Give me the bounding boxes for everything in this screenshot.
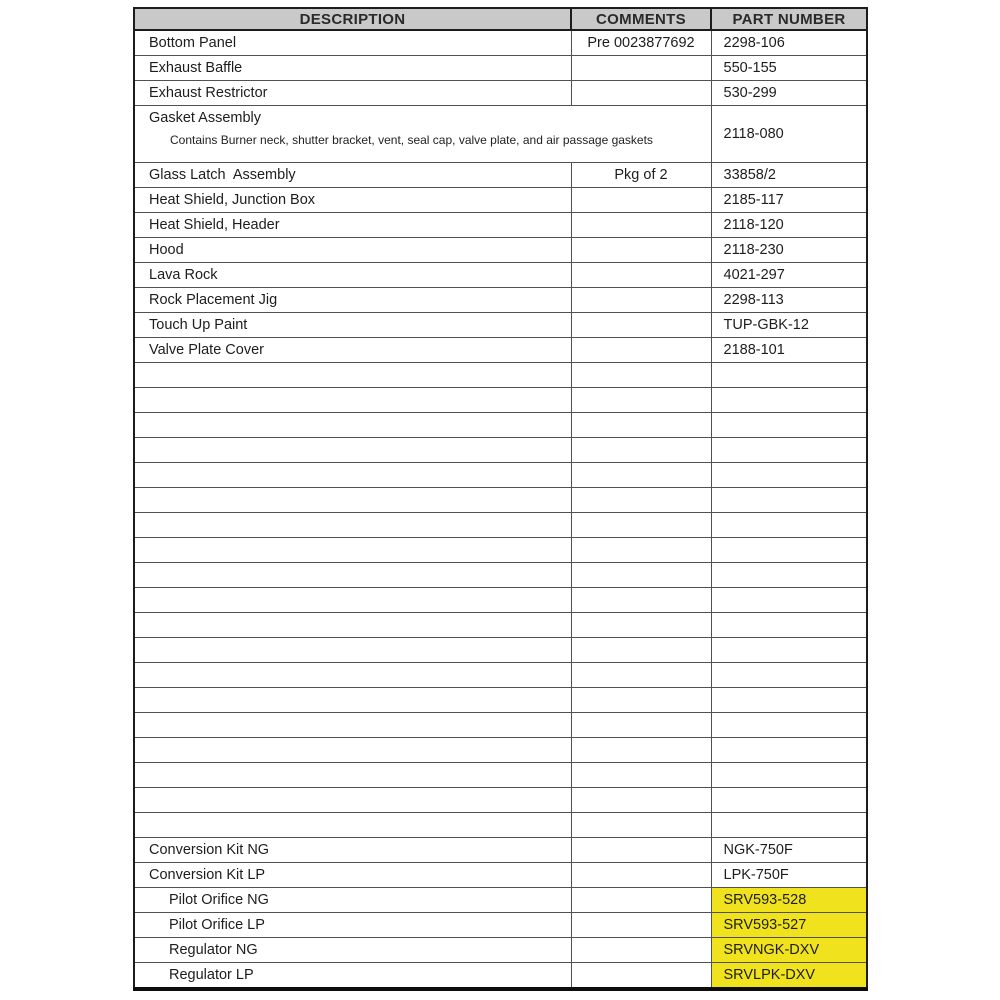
cell-description: Exhaust Restrictor (134, 81, 571, 106)
cell-part-number: NGK-750F (711, 838, 867, 863)
cell-description: Heat Shield, Header (134, 213, 571, 238)
cell-comments (571, 663, 711, 688)
cell-description: Regulator LP (134, 963, 571, 990)
empty-row (134, 613, 867, 638)
cell-part-number (711, 588, 867, 613)
cell-description: Conversion Kit LP (134, 863, 571, 888)
empty-row (134, 588, 867, 613)
table-row (134, 288, 867, 313)
table-row (134, 838, 867, 863)
table-row (134, 863, 867, 888)
table-row (134, 263, 867, 288)
cell-part-number (711, 813, 867, 838)
cell-comments: Pkg of 2 (571, 163, 711, 188)
cell-description (134, 588, 571, 613)
cell-comments (571, 413, 711, 438)
cell-part-number (711, 463, 867, 488)
empty-row (134, 788, 867, 813)
cell-comments (571, 188, 711, 213)
cell-comments (571, 363, 711, 388)
empty-row (134, 688, 867, 713)
table-row (134, 188, 867, 213)
cell-description (134, 563, 571, 588)
cell-part-number: 2298-106 (711, 30, 867, 56)
cell-part-number: 33858/2 (711, 163, 867, 188)
cell-description (134, 738, 571, 763)
cell-comments (571, 388, 711, 413)
cell-description (134, 106, 711, 163)
cell-part-number: 550-155 (711, 56, 867, 81)
table-row (134, 938, 867, 963)
cell-comments (571, 913, 711, 938)
empty-row (134, 488, 867, 513)
cell-description: Pilot Orifice NG (134, 888, 571, 913)
cell-description: Touch Up Paint (134, 313, 571, 338)
cell-comments (571, 738, 711, 763)
cell-description: Bottom Panel (134, 30, 571, 56)
cell-part-number (711, 438, 867, 463)
cell-comments (571, 613, 711, 638)
empty-row (134, 413, 867, 438)
cell-description (134, 538, 571, 563)
cell-description: Glass Latch Assembly (134, 163, 571, 188)
column-header-part-number: PART NUMBER (711, 8, 867, 30)
cell-comments (571, 438, 711, 463)
cell-part-number (711, 613, 867, 638)
cell-part-number (711, 413, 867, 438)
cell-part-number (711, 363, 867, 388)
empty-row (134, 763, 867, 788)
table-row (134, 338, 867, 363)
cell-comments (571, 513, 711, 538)
cell-comments (571, 488, 711, 513)
cell-part-number (711, 488, 867, 513)
cell-description: Heat Shield, Junction Box (134, 188, 571, 213)
cell-comments (571, 563, 711, 588)
table-row (134, 238, 867, 263)
cell-part-number: 2188-101 (711, 338, 867, 363)
cell-description: Exhaust Baffle (134, 56, 571, 81)
cell-comments (571, 763, 711, 788)
cell-description: Rock Placement Jig (134, 288, 571, 313)
cell-description (134, 488, 571, 513)
cell-comments (571, 263, 711, 288)
cell-comments (571, 888, 711, 913)
cell-comments (571, 713, 711, 738)
cell-description: Regulator NG (134, 938, 571, 963)
cell-description (134, 438, 571, 463)
cell-part-number (711, 513, 867, 538)
cell-part-number (711, 563, 867, 588)
cell-description: Pilot Orifice LP (134, 913, 571, 938)
empty-row (134, 388, 867, 413)
cell-part-number (711, 388, 867, 413)
parts-table (133, 7, 868, 991)
cell-comments: Pre 0023877692 (571, 30, 711, 56)
cell-comments (571, 863, 711, 888)
cell-part-number: 4021-297 (711, 263, 867, 288)
cell-part-number (711, 738, 867, 763)
cell-comments (571, 81, 711, 106)
cell-description (134, 713, 571, 738)
cell-comments (571, 813, 711, 838)
cell-part-number: SRV593-528 (711, 888, 867, 913)
description-text: Gasket Assembly (149, 110, 262, 126)
cell-comments (571, 938, 711, 963)
cell-comments (571, 313, 711, 338)
cell-comments (571, 463, 711, 488)
empty-row (134, 513, 867, 538)
cell-part-number: 530-299 (711, 81, 867, 106)
cell-part-number: 2185-117 (711, 188, 867, 213)
cell-part-number (711, 688, 867, 713)
cell-comments (571, 688, 711, 713)
column-header-description: DESCRIPTION (134, 8, 571, 30)
empty-row (134, 438, 867, 463)
cell-description (134, 363, 571, 388)
cell-part-number: LPK-750F (711, 863, 867, 888)
empty-row (134, 363, 867, 388)
cell-description (134, 613, 571, 638)
cell-description (134, 763, 571, 788)
cell-description (134, 513, 571, 538)
table-row (134, 106, 867, 163)
table-row (134, 163, 867, 188)
cell-comments (571, 238, 711, 263)
cell-part-number: 2118-080 (711, 106, 867, 163)
cell-description (134, 413, 571, 438)
cell-part-number (711, 788, 867, 813)
cell-part-number (711, 538, 867, 563)
table-row (134, 963, 867, 990)
empty-row (134, 463, 867, 488)
empty-row (134, 713, 867, 738)
table-row (134, 30, 867, 56)
cell-comments (571, 288, 711, 313)
cell-comments (571, 638, 711, 663)
empty-row (134, 638, 867, 663)
cell-description (134, 388, 571, 413)
cell-description (134, 638, 571, 663)
cell-part-number: TUP-GBK-12 (711, 313, 867, 338)
table-row (134, 313, 867, 338)
table-row (134, 56, 867, 81)
empty-row (134, 738, 867, 763)
cell-part-number: SRV593-527 (711, 913, 867, 938)
cell-description: Lava Rock (134, 263, 571, 288)
empty-row (134, 538, 867, 563)
description-note: Contains Burner neck, shutter bracket, vent, seal cap, valve plate, and air passage gaskets (170, 133, 653, 147)
cell-part-number: 2118-230 (711, 238, 867, 263)
cell-comments (571, 56, 711, 81)
column-header-comments: COMMENTS (571, 8, 711, 30)
cell-comments (571, 963, 711, 990)
table-row (134, 81, 867, 106)
empty-row (134, 813, 867, 838)
cell-part-number (711, 638, 867, 663)
cell-comments (571, 588, 711, 613)
cell-description (134, 788, 571, 813)
empty-row (134, 563, 867, 588)
cell-description: Hood (134, 238, 571, 263)
cell-comments (571, 338, 711, 363)
table-row (134, 913, 867, 938)
cell-part-number (711, 663, 867, 688)
cell-description: Valve Plate Cover (134, 338, 571, 363)
cell-comments (571, 538, 711, 563)
header-row (134, 8, 867, 30)
empty-row (134, 663, 867, 688)
table-row (134, 213, 867, 238)
cell-description (134, 813, 571, 838)
table-body (134, 30, 867, 989)
cell-part-number: 2298-113 (711, 288, 867, 313)
cell-part-number (711, 763, 867, 788)
cell-description (134, 463, 571, 488)
cell-part-number: 2118-120 (711, 213, 867, 238)
cell-description (134, 688, 571, 713)
cell-part-number (711, 713, 867, 738)
cell-part-number: SRVLPK-DXV (711, 963, 867, 990)
cell-description (134, 663, 571, 688)
cell-comments (571, 838, 711, 863)
cell-description: Conversion Kit NG (134, 838, 571, 863)
cell-part-number: SRVNGK-DXV (711, 938, 867, 963)
cell-comments (571, 213, 711, 238)
table-row (134, 888, 867, 913)
cell-comments (571, 788, 711, 813)
